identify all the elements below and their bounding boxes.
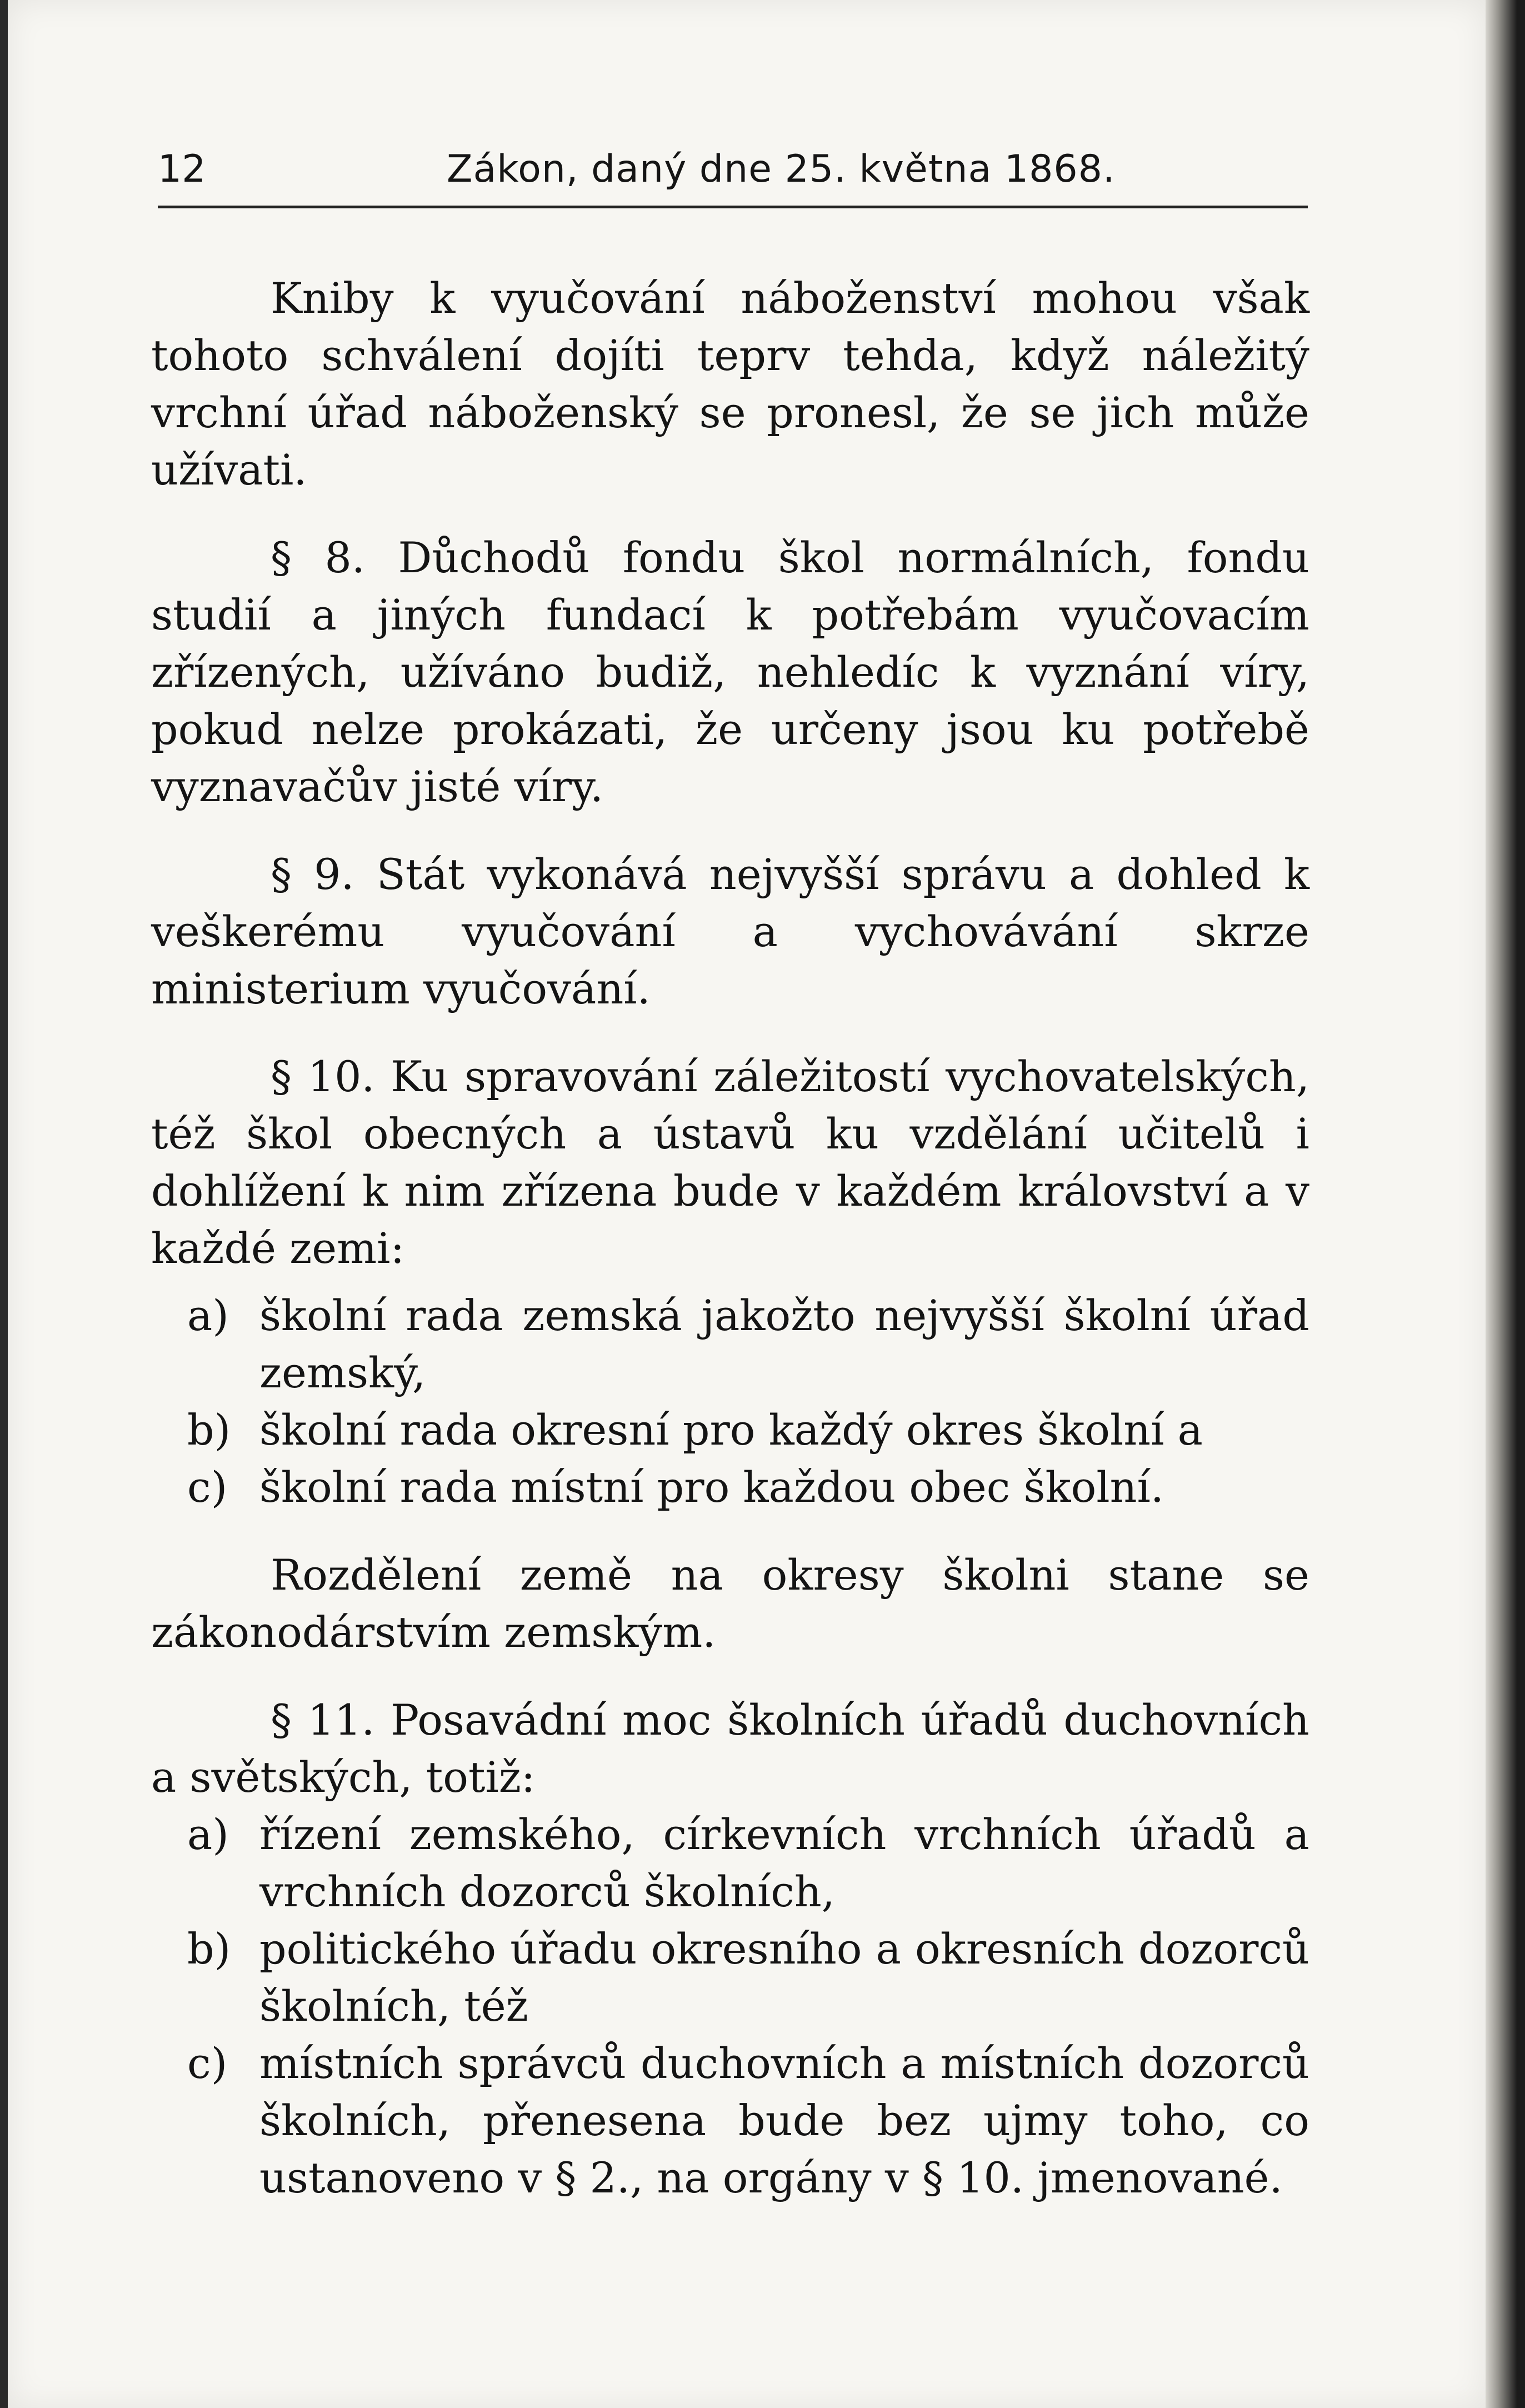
page-number: 12 <box>158 147 206 191</box>
list-item-text: školní rada zemská jakožto nejvyšší školní úřad zemský, <box>259 1291 1309 1397</box>
paragraph-section-10: § 10. Ku spravování záležitostí vychovatelských, též škol obecných a ústavů ku vzdělání učitelů i dohlížení k nim zřízena bude v každém království a v každé zemi: <box>151 1052 1309 1273</box>
list-marker: c) <box>187 1462 228 1512</box>
page-header <box>158 147 1308 208</box>
list-item-text: školní rada okresní pro každý okres školní a <box>259 1405 1203 1455</box>
paragraph-section-11: § 11. Posavádní moc školních úřadů duchovních a světských, totiž: <box>151 1695 1309 1802</box>
list-item <box>151 1458 1309 1516</box>
list-marker: a) <box>187 1291 229 1340</box>
running-title: Zákon, daný dne 25. května 1868. <box>447 147 1116 191</box>
list-marker: c) <box>187 2039 228 2088</box>
list-item <box>151 2035 1309 2206</box>
section-11-list <box>151 1806 1309 2206</box>
list-item-text: školní rada místní pro každou obec školní. <box>259 1462 1164 1512</box>
paragraph-districts: Rozdělení země na okresy školni stane se zákonodárstvím zemským. <box>151 1550 1309 1657</box>
list-item-text: místních správců duchovních a místních dozorců školních, přenesena bude bez ujmy toho, co ustanoveno v § 2., na orgány v § 10. jmenované. <box>259 2039 1309 2202</box>
list-item <box>151 1806 1309 1920</box>
list-item-text: politického úřadu okresního a okresních dozorců školních, též <box>259 1924 1309 2031</box>
list-item-text: řízení zemského, církevních vrchních úřadů a vrchních dozorců školních, <box>259 1810 1309 1916</box>
list-marker: a) <box>187 1810 229 1859</box>
header-rule <box>158 206 1308 208</box>
paragraph-section-9: § 9. Stát vykonává nejvyšší správu a dohled k veškerému vyučování a vychovávání skrze ministerium vyučování. <box>151 850 1309 1013</box>
page-body <box>151 269 1309 2237</box>
list-item <box>151 1401 1309 1458</box>
page-edge-shadow <box>1486 0 1525 2408</box>
list-marker: b) <box>187 1924 231 1974</box>
list-marker: b) <box>187 1405 231 1455</box>
paragraph-section-8: § 8. Důchodů fondu škol normálních, fondu studií a jiných fundací k potřebám vyučovacím zřízených, užíváno budiž, nehledíc k vyznání víry, pokud nelze prokázati, že určeny jsou ku potřebě vyznavačův jisté víry. <box>151 533 1309 811</box>
list-item <box>151 1287 1309 1401</box>
section-10-list <box>151 1287 1309 1516</box>
list-item <box>151 1920 1309 2035</box>
paragraph-intro: Kniby k vyučování náboženství mohou však tohoto schválení dojíti teprv tehda, když náležitý vrchní úřad náboženský se pronesl, že se jich může užívati. <box>151 273 1309 494</box>
book-page <box>8 0 1486 2408</box>
